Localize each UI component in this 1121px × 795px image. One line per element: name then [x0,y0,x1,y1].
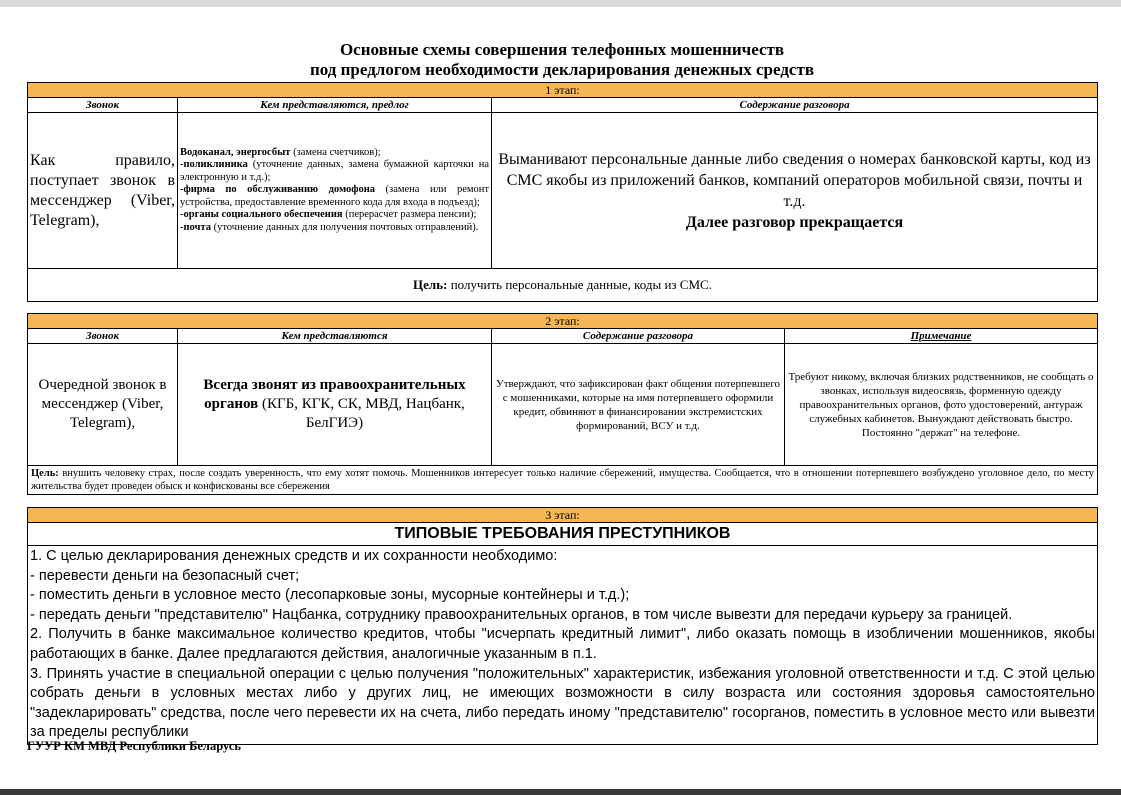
stage1-content-bold: Далее разговор прекращается [685,213,904,231]
stage1-goal: Цель: получить персональные данные, коды из СМС. [28,269,1098,302]
title-line-2: под предлогом необходимости декларирования денежных средств [309,60,814,79]
requirement-line: - поместить деньги в условное место (лесопарковые зоны, мусорные контейнеры и т.д.); [30,587,630,604]
stage2-note: Требуют никому, включая близких родственников, не сообщать о звонках, используя видеосвязь, форменную одежду правоохранительных органов, фото удостоверений, антураж служебных кабинетов. Вынуждают действовать быстро. Постоянно "держат" на телефоне. [785,344,1098,466]
requirement-line: 3. Принять участие в специальной операции с целью получения "положительных" характеристик, избежания уголовной ответственности и т.д. С этой целью собрать деньги в условных местах либо у других лиц, не имеющих возможности в силу возраста или состояния здоровья самостоятельно "задекларировать" средства, после чего перевести их на счета, либо передать иному "представителю" госорганов, поместить в условное место или вывезти за пределы республики [30,665,1095,741]
title-line-1: Основные схемы совершения телефонных мошенничеств [339,40,785,59]
stage2-who: Всегда звонят из правоохранительных органов (КГБ, КГК, СК, МВД, Нацбанк, БелГИЭ) [178,344,492,466]
requirement-line: - передать деньги "представителю" Нацбанка, сотруднику правоохранительных органов, в том числе вывезти для передачи курьеру за границей. [30,606,1013,623]
stage3-requirements [28,546,1098,745]
stage2-header-content: Содержание разговора [492,329,785,344]
stage2-call: Очередной звонок в мессенджер (Viber, Telegram), [28,344,178,466]
stage2-content: Утверждают, что зафиксирован факт общения потерпевшего с мошенниками, которые на имя потерпевшего оформили кредит, обвиняют в финансировании экстремистских формирований, ВСУ и т.д. [492,344,785,466]
footer-organization: ГУУР КМ МВД Республики Беларусь [27,739,242,753]
stage1-who-item: -почта (уточнение данных для получения почтовых отправлений). [180,221,479,233]
stage1-who-item: Водоканал, энергосбыт (замена счетчиков); [180,146,381,158]
stage1-table [27,82,1098,302]
stage1-call: Как правило, поступает звонок в мессенджер (Viber, Telegram), [28,113,178,269]
bottom-border [0,789,1121,795]
stage1-content-text: Выманивают персональные данные либо сведения о номерах банковской карты, код из СМС якобы из приложений банков, компаний операторов мобильной связи, почты и т.д. [498,150,1091,210]
stage2-goal: Цель: внушить человеку страх, после создать уверенность, что ему хотят помочь. Мошенников интересует только наличие сбережений, имущества. Сообщается, что в отношении потерпевшего возбуждено уголовное дело, по месту жительства будет проведен обыск и конфискованы все сбережения [28,466,1098,495]
stage2-label: 2 этап: [28,314,1098,329]
stage2-header-note: Примечание [785,329,1098,344]
stage1-header-call: Звонок [28,98,178,113]
stage1-who [178,113,492,269]
requirement-line: - перевести деньги на безопасный счет; [30,567,300,584]
stage3-label: 3 этап: [28,508,1098,523]
stage2-header-call: Звонок [28,329,178,344]
stage1-label: 1 этап: [28,83,1098,98]
top-border [0,0,1121,7]
stage3-table [27,507,1098,745]
stage3-heading: ТИПОВЫЕ ТРЕБОВАНИЯ ПРЕСТУПНИКОВ [28,523,1098,546]
requirement-line: 1. С целью декларирования денежных средств и их сохранности необходимо: [30,548,558,564]
stage2-header-who: Кем представляются [178,329,492,344]
stage1-who-item: -поликлиника (уточнение данных, замена бумажной карточки на электронную и т.д.); [180,159,489,183]
stage2-table [27,313,1098,495]
stage1-who-item: -органы социального обеспечения (перерасчет размера пенсии); [180,209,477,221]
requirement-line: 2. Получить в банке максимальное количество кредитов, чтобы "исчерпать кредитный лимит", либо оказать помощь в изобличении мошенников, якобы работающих в банке. Далее предлагаются действия, аналогичные указанным в п.1. [30,626,1095,662]
stage1-who-item: -фирма по обслуживанию домофона (замена или ремонт устройства, предоставление временного кода для входа в подъезд); [180,184,489,208]
stage1-content [492,113,1098,269]
stage1-header-who: Кем представляются, предлог [178,98,492,113]
stage1-header-content: Содержание разговора [492,98,1098,113]
